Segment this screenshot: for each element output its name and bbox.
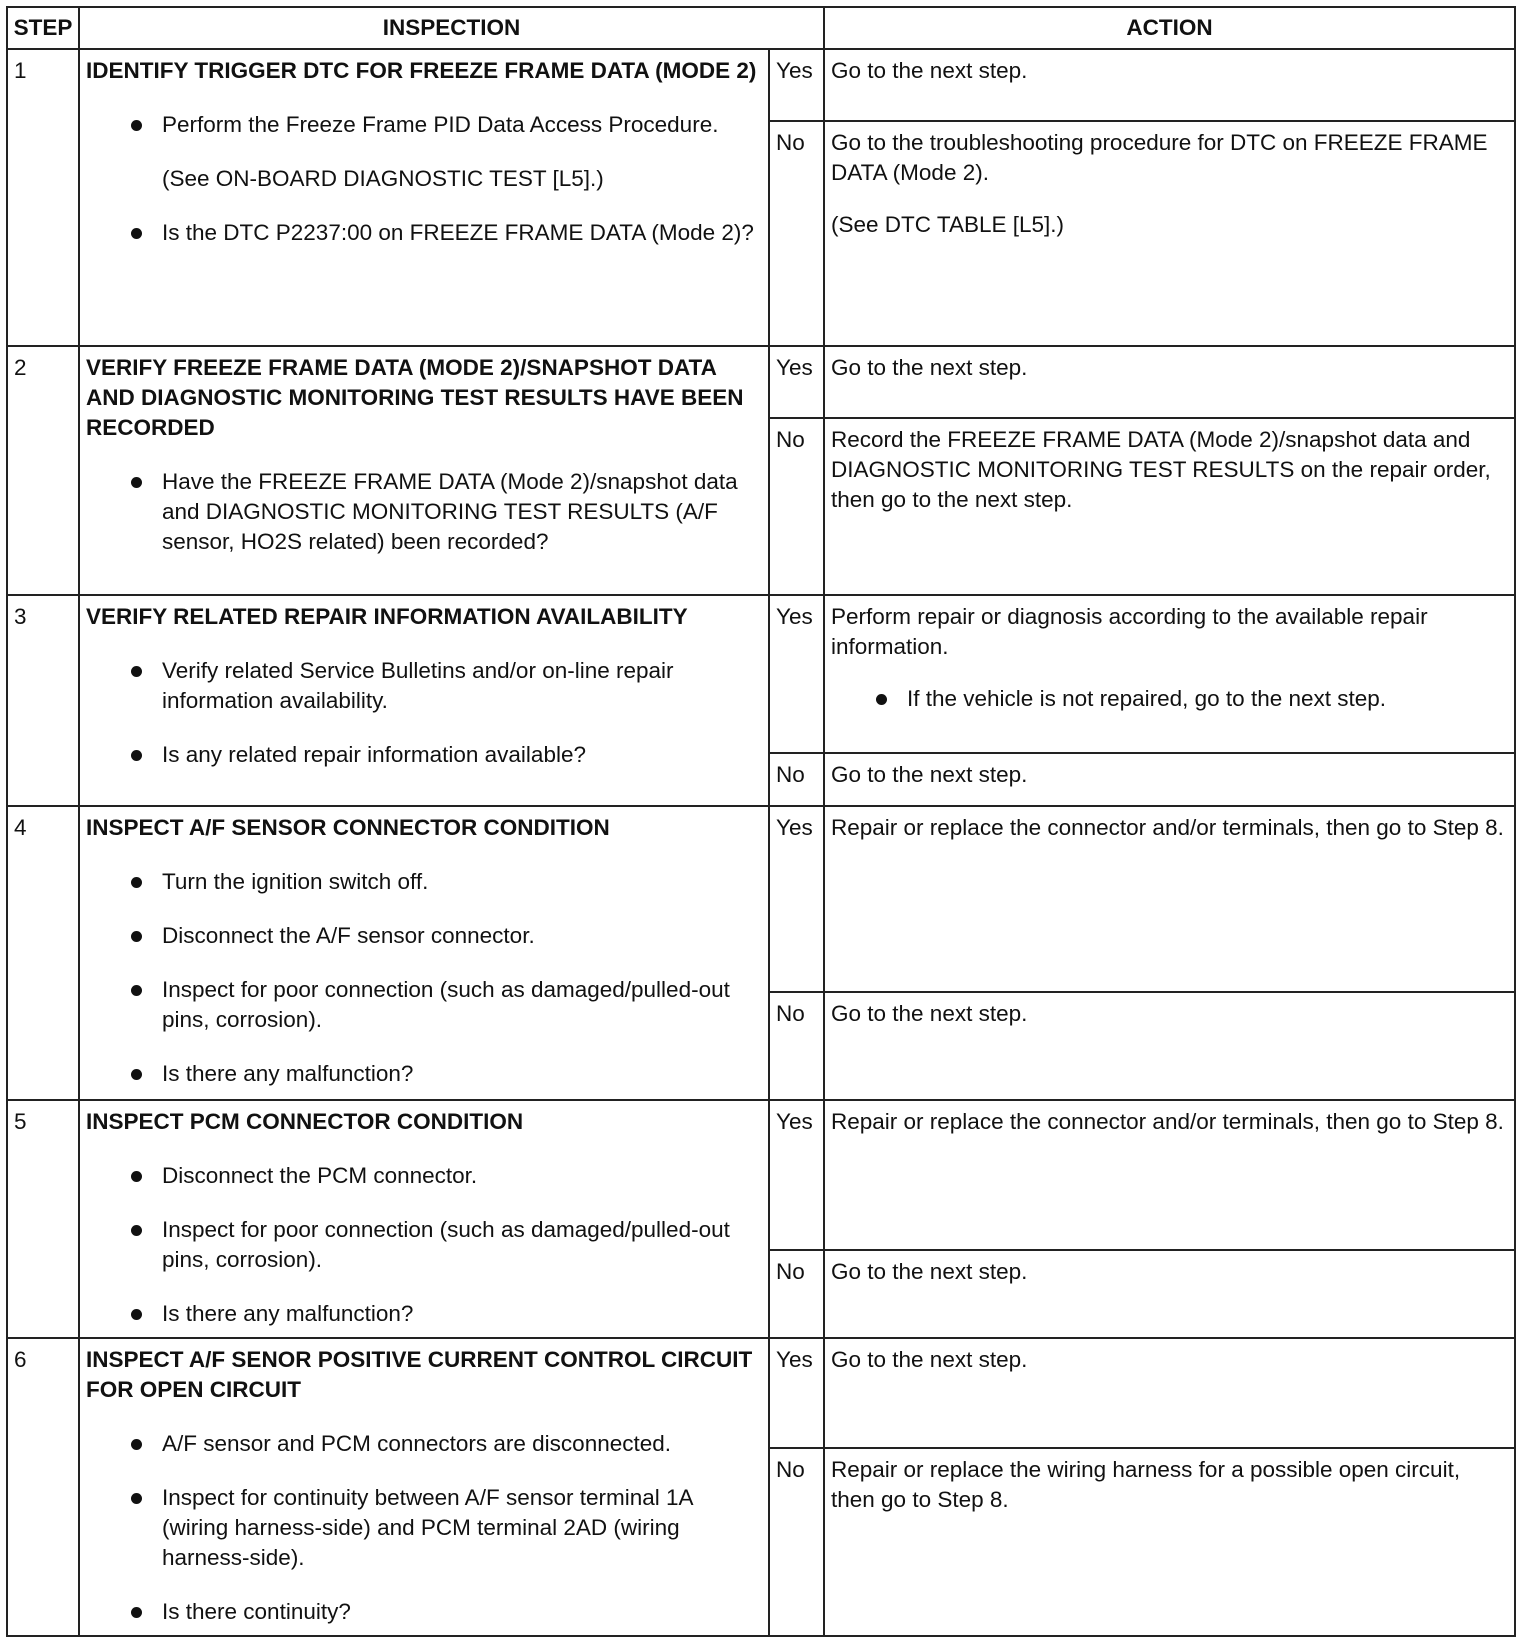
bullet-text: Turn the ignition switch off.: [162, 869, 429, 894]
inspection-bullet: [86, 1059, 762, 1089]
inspection-bullet: [86, 921, 762, 951]
action-text: Go to the next step.: [831, 762, 1028, 787]
diagnostic-procedure-table: [6, 6, 1516, 1637]
bullet-text: Inspect for continuity between A/F sensor terminal 1A (wiring harness-side) and PCM terminal 2AD (wiring harness-side).: [162, 1485, 693, 1570]
inspection-bullet: [86, 467, 762, 557]
no-action: [824, 418, 1515, 595]
bullet-icon: [131, 1225, 142, 1236]
action-text: Record the FREEZE FRAME DATA (Mode 2)/snapshot data and DIAGNOSTIC MONITORING TEST RESULTS on the repair order, then go to the next step.: [831, 427, 1491, 512]
action-text: Go to the next step.: [831, 1001, 1028, 1026]
bullet-icon: [131, 1439, 142, 1450]
bullet-text: Is there any malfunction?: [162, 1061, 414, 1086]
inspection-cell: [79, 595, 769, 806]
inspection-bullet: [86, 740, 762, 770]
inspection-note: (See ON-BOARD DIAGNOSTIC TEST [L5].): [162, 166, 604, 191]
table-row-step-6-yes: [7, 1338, 1515, 1448]
action-text: Repair or replace the connector and/or terminals, then go to Step 8.: [831, 815, 1504, 840]
inspection-cell: [79, 346, 769, 595]
no-label: No: [769, 1250, 824, 1338]
bullet-icon: [131, 985, 142, 996]
bullet-text: Is there continuity?: [162, 1599, 351, 1624]
yes-label: Yes: [769, 49, 824, 121]
no-action: [824, 753, 1515, 806]
inspection-cell: [79, 1100, 769, 1338]
inspection-bullet: [86, 975, 762, 1035]
bullet-icon: [131, 1069, 142, 1080]
inspection-bullet: [86, 1215, 762, 1275]
inspection-title: IDENTIFY TRIGGER DTC FOR FREEZE FRAME DATA (MODE 2): [86, 58, 757, 83]
action-bullet: [831, 684, 1508, 714]
inspection-cell: [79, 1338, 769, 1636]
inspection-bullet: [86, 1483, 762, 1573]
bullet-text: Is any related repair information available?: [162, 742, 586, 767]
step-number: 2: [7, 346, 79, 595]
bullet-text: Is there any malfunction?: [162, 1301, 414, 1326]
table-row-step-5-yes: [7, 1100, 1515, 1250]
inspection-cell: [79, 806, 769, 1100]
bullet-icon: [131, 931, 142, 942]
no-action: [824, 121, 1515, 346]
bullet-icon: [876, 694, 887, 705]
table-header-row: [7, 7, 1515, 49]
yes-label: Yes: [769, 1338, 824, 1448]
action-text: Go to the next step.: [831, 1347, 1028, 1372]
bullet-text: Perform the Freeze Frame PID Data Access Procedure.: [162, 112, 719, 137]
bullet-icon: [131, 1171, 142, 1182]
bullet-text: A/F sensor and PCM connectors are disconnected.: [162, 1431, 672, 1456]
no-action: [824, 1448, 1515, 1636]
inspection-bullet: [86, 867, 762, 897]
bullet-text: Disconnect the A/F sensor connector.: [162, 923, 535, 948]
table-row-step-1-yes: [7, 49, 1515, 121]
step-number: 3: [7, 595, 79, 806]
yes-action: [824, 1338, 1515, 1448]
bullet-text: Disconnect the PCM connector.: [162, 1163, 478, 1188]
bullet-icon: [131, 666, 142, 677]
inspection-bullet: [86, 1597, 762, 1627]
action-text: Go to the troubleshooting procedure for DTC on FREEZE FRAME DATA (Mode 2).: [831, 130, 1488, 185]
header-inspection: INSPECTION: [79, 7, 824, 49]
action-text: Perform repair or diagnosis according to the available repair information.: [831, 604, 1428, 659]
no-label: No: [769, 418, 824, 595]
step-number: 6: [7, 1338, 79, 1636]
yes-label: Yes: [769, 595, 824, 753]
header-step: STEP: [7, 7, 79, 49]
inspection-title: VERIFY RELATED REPAIR INFORMATION AVAILABILITY: [86, 604, 688, 629]
yes-action: [824, 595, 1515, 753]
bullet-icon: [131, 1309, 142, 1320]
no-label: No: [769, 992, 824, 1100]
yes-action: [824, 49, 1515, 121]
bullet-text: Verify related Service Bulletins and/or on-line repair information availability.: [162, 658, 674, 713]
inspection-bullet: [86, 110, 762, 140]
no-action: [824, 1250, 1515, 1338]
bullet-icon: [131, 877, 142, 888]
inspection-title: INSPECT A/F SENOR POSITIVE CURRENT CONTROL CIRCUIT FOR OPEN CIRCUIT: [86, 1347, 753, 1402]
action-text: Repair or replace the wiring harness for a possible open circuit, then go to Step 8.: [831, 1457, 1461, 1512]
inspection-bullet: [86, 218, 762, 248]
bullet-icon: [131, 120, 142, 131]
inspection-bullet: [86, 1161, 762, 1191]
bullet-text: If the vehicle is not repaired, go to the next step.: [907, 686, 1387, 711]
yes-label: Yes: [769, 806, 824, 992]
header-action: ACTION: [824, 7, 1515, 49]
table-row-step-2-yes: [7, 346, 1515, 418]
table-row-step-3-yes: [7, 595, 1515, 753]
inspection-title: INSPECT A/F SENSOR CONNECTOR CONDITION: [86, 815, 610, 840]
action-text: Go to the next step.: [831, 58, 1028, 83]
yes-label: Yes: [769, 346, 824, 418]
table-row-step-4-yes: [7, 806, 1515, 992]
inspection-bullet: [86, 656, 762, 716]
bullet-icon: [131, 1607, 142, 1618]
no-label: No: [769, 1448, 824, 1636]
inspection-cell: [79, 49, 769, 346]
action-text: Go to the next step.: [831, 355, 1028, 380]
yes-action: [824, 1100, 1515, 1250]
inspection-title: INSPECT PCM CONNECTOR CONDITION: [86, 1109, 524, 1134]
bullet-icon: [131, 1493, 142, 1504]
bullet-icon: [131, 228, 142, 239]
bullet-text: Inspect for poor connection (such as damaged/pulled-out pins, corrosion).: [162, 1217, 730, 1272]
step-number: 5: [7, 1100, 79, 1338]
yes-action: [824, 346, 1515, 418]
bullet-text: Have the FREEZE FRAME DATA (Mode 2)/snapshot data and DIAGNOSTIC MONITORING TEST RESULTS (A/F sensor, HO2S related) been recorded?: [162, 469, 738, 554]
action-note: (See DTC TABLE [L5].): [831, 212, 1064, 237]
bullet-text: Is the DTC P2237:00 on FREEZE FRAME DATA (Mode 2)?: [162, 220, 754, 245]
inspection-bullet: [86, 1299, 762, 1329]
bullet-text: Inspect for poor connection (such as damaged/pulled-out pins, corrosion).: [162, 977, 730, 1032]
yes-action: [824, 806, 1515, 992]
bullet-icon: [131, 750, 142, 761]
yes-label: Yes: [769, 1100, 824, 1250]
step-number: 4: [7, 806, 79, 1100]
action-text: Repair or replace the connector and/or terminals, then go to Step 8.: [831, 1109, 1504, 1134]
no-label: No: [769, 753, 824, 806]
inspection-title: VERIFY FREEZE FRAME DATA (MODE 2)/SNAPSHOT DATA AND DIAGNOSTIC MONITORING TEST RESULTS HAVE BEEN RECORDED: [86, 355, 744, 440]
no-label: No: [769, 121, 824, 346]
no-action: [824, 992, 1515, 1100]
inspection-bullet: [86, 1429, 762, 1459]
bullet-icon: [131, 477, 142, 488]
step-number: 1: [7, 49, 79, 346]
action-text: Go to the next step.: [831, 1259, 1028, 1284]
